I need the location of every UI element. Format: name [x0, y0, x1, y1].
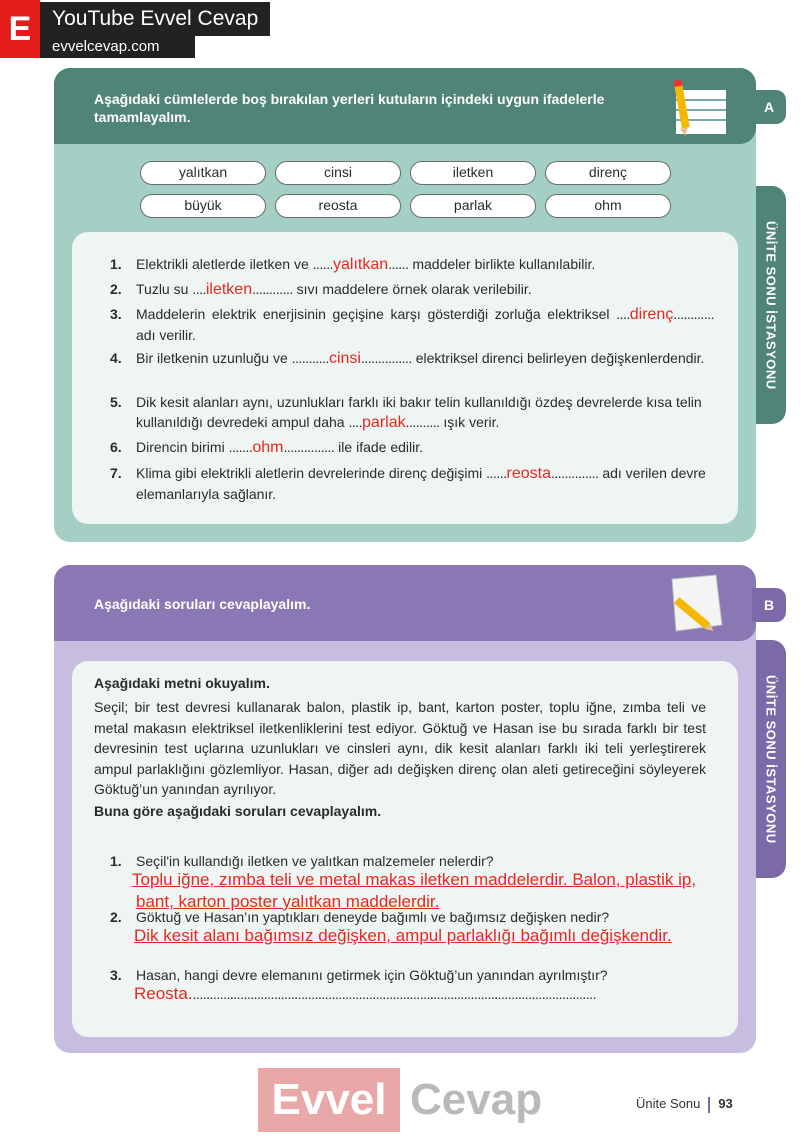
word-pill: büyük: [140, 194, 266, 218]
question-before: Klima gibi elektrikli aletlerin devrelerinde direnç değişimi: [136, 465, 487, 481]
word-pill: reosta: [275, 194, 401, 218]
question-number: 2.: [110, 281, 122, 297]
word-pill: iletken: [410, 161, 536, 185]
blank-dots: ..............: [550, 465, 599, 481]
question-text: Göktuğ ve Hasan’ın yaptıkları deneyde bağımlı ve bağımsız değişken nedir?: [136, 909, 610, 925]
word-pill: cinsi: [275, 161, 401, 185]
handwritten-answer: bant, karton poster yalıtkan maddelerdir.: [136, 892, 440, 911]
question-text: Seçil'in kullandığı iletken ve yalıtkan malzemeler nelerdir?: [136, 853, 494, 869]
section-a: [54, 68, 756, 542]
question-after: ile ifade edilir.: [334, 439, 424, 455]
question-text: [136, 392, 714, 433]
blank-dots: ............: [252, 281, 293, 297]
read-title: Aşağıdaki metni okuyalım.: [94, 675, 270, 691]
question-after: elektriksel direnci belirleyen değişkenlerdendir.: [411, 350, 705, 366]
word-pill: parlak: [410, 194, 536, 218]
blank-dots: ....: [616, 306, 630, 322]
section-a-side-label: ÜNİTE SONU İSTASYONU: [756, 186, 786, 424]
question-before: Dik kesit alanları aynı, uzunlukları farklı iki bakır telin kullanıldığı özdeş devrelerde kısa telin kullanıldığı devredeki ampul daha: [136, 394, 702, 430]
section-a-questions-box: [72, 232, 738, 524]
section-b: [54, 565, 756, 1053]
blank-dots: ......: [388, 256, 409, 272]
handwritten-answer: Toplu iğne, zımba teli ve metal makas iletken maddelerdir. Balon, plastik ip,: [132, 870, 697, 889]
watermark-letter: E: [0, 0, 40, 58]
question-number: 6.: [110, 439, 122, 455]
question-text: [136, 348, 714, 369]
page-number: 93: [718, 1096, 733, 1111]
question-before: Bir iletkenin uzunluğu ve: [136, 350, 292, 366]
question-number: 7.: [110, 465, 122, 481]
blank-dots: .......: [228, 439, 253, 455]
word-pill: ohm: [545, 194, 671, 218]
blank-dots: ....: [348, 414, 363, 430]
handwritten-answer: Dik kesit alanı bağımsız değişken, ampul parlaklığı bağımlı değişkendir.: [134, 926, 672, 945]
question-after: maddeler birlikte kullanılabilir.: [408, 256, 596, 272]
watermark-url: evvelcevap.com: [40, 36, 195, 58]
section-a-header: [54, 68, 756, 144]
blank-dots: ......: [486, 465, 507, 481]
handwritten-answer: Reosta.: [134, 984, 193, 1003]
unit-label: Ünite Sonu: [636, 1096, 701, 1111]
question-before: Direncin birimi: [136, 439, 229, 455]
question-text: [136, 254, 714, 275]
footer-logo-right: Cevap: [410, 1075, 543, 1124]
section-b-side-label: ÜNİTE SONU İSTASYONU: [756, 640, 786, 878]
paper-pencil-icon: [666, 571, 726, 635]
blank-dots: ............: [673, 306, 714, 322]
question-number: 4.: [110, 350, 122, 366]
blank-dots: ...............: [360, 350, 412, 366]
question-text: [136, 304, 714, 345]
handwritten-answer: parlak: [362, 414, 406, 431]
passage: Seçil; bir test devresi kullanarak balon, plastik ip, bant, karton poster, toplu iğne, zımba teli ve metal makasın elektriksel iletkenliklerini test ediyor. Göktuğ ve Hasan ise bu sırada farklı bir test devresinin test uçlarına uzunlukları ve cinsleri aynı, dik kesit alanları farklı iki teli yerleştirerek ampul parlaklığını gözlemliyor. Hasan, diğer adı değişken direnç olan aleti getireceğini söyleyerek Göktuğ’un yanından ayrılıyor.: [94, 699, 706, 797]
section-b-header: [54, 565, 756, 641]
watermark-logo: [0, 0, 270, 58]
question-number: 3.: [110, 967, 122, 983]
section-a-letter-tab: A: [752, 90, 786, 124]
question-text: Hasan, hangi devre elemanını getirmek için Göktuğ’un yanından ayrılmıştır?: [136, 967, 608, 983]
page-info: [636, 1096, 733, 1113]
handwritten-answer: ohm: [252, 439, 284, 456]
question-text: [136, 463, 714, 504]
questions-subtitle: Buna göre aşağıdaki soruları cevaplayalım.: [94, 803, 382, 819]
word-pill: yalıtkan: [140, 161, 266, 185]
blank-dots: ....: [192, 281, 206, 297]
handwritten-answer: yalıtkan: [332, 256, 389, 273]
blank-dots: ..........: [405, 414, 440, 430]
question-number: 2.: [110, 909, 122, 925]
question-after: adı verilen devre elemanlarıyla sağlanır.: [136, 465, 706, 502]
section-b-content-box: [72, 661, 738, 1037]
question-before: Elektrikli aletlerde iletken ve: [136, 256, 313, 272]
question-text: [136, 437, 714, 458]
blank-dots: ...............: [283, 439, 335, 455]
blank-dots: ...........: [291, 350, 329, 366]
blank-dots: .......................................................................................................................: [192, 986, 596, 1002]
divider: [708, 1097, 710, 1113]
question-after: adı verilir.: [136, 327, 196, 343]
question-text: [136, 279, 714, 300]
watermark-title: YouTube Evvel Cevap: [40, 2, 270, 36]
footer-logo-left: Evvel: [258, 1068, 400, 1132]
answer-line: [134, 983, 708, 1005]
section-a-instruction: Aşağıdaki cümlelerde boş bırakılan yerleri kutuların içindeki uygun ifadelerle tamamlayalım.: [94, 91, 605, 125]
question-number: 3.: [110, 306, 122, 322]
question-before: Maddelerin elektrik enerjisinin geçişine karşı gösterdiği zorluğa elektriksel: [136, 306, 617, 322]
question-number: 5.: [110, 394, 122, 410]
word-pill: direnç: [545, 161, 671, 185]
question-number: 1.: [110, 256, 122, 272]
section-b-letter-tab: B: [752, 588, 786, 622]
question-number: 1.: [110, 853, 122, 869]
blank-dots: ......: [312, 256, 333, 272]
handwritten-answer: reosta: [506, 465, 551, 482]
handwritten-answer: iletken: [205, 281, 253, 298]
question-before: Tuzlu su: [136, 281, 193, 297]
question-after: sıvı maddelere örnek olarak verilebilir.: [292, 281, 532, 297]
handwritten-answer: direnç: [629, 306, 674, 323]
handwritten-answer: cinsi: [328, 350, 361, 367]
question-after: ışık verir.: [439, 414, 500, 430]
pencil-notepad-icon: [662, 76, 728, 136]
section-b-instruction: Aşağıdaki soruları cevaplayalım.: [94, 596, 311, 612]
